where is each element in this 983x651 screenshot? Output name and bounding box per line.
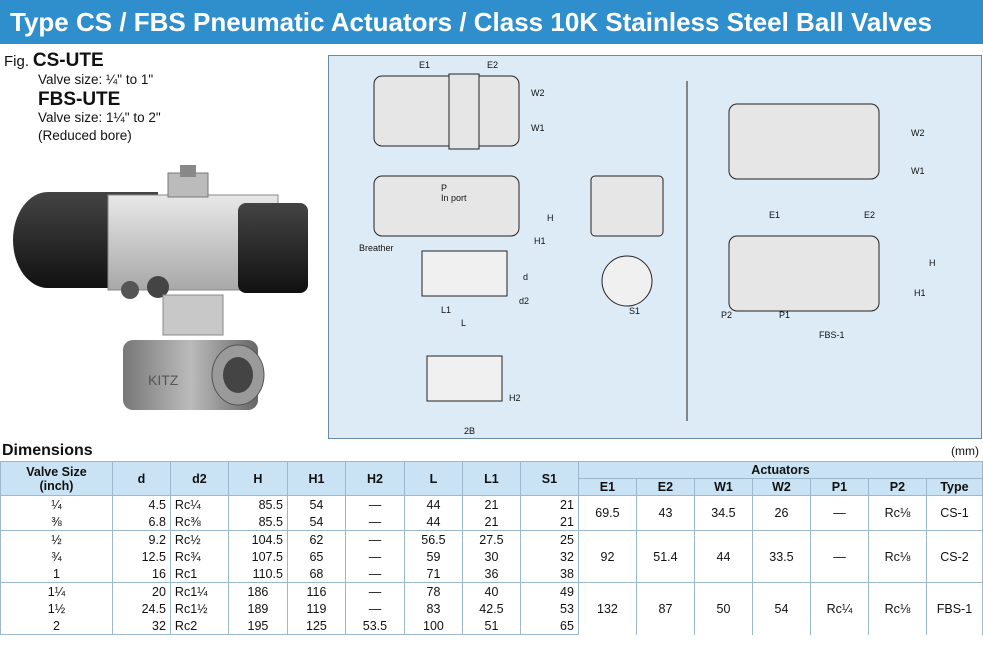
col-type: Type	[926, 479, 982, 496]
model1-size: Valve size: ¼" to 1"	[38, 72, 154, 87]
cell-e2: 51.4	[636, 531, 694, 583]
cell-h: 85.5	[228, 496, 287, 514]
cell-d: 9.2	[112, 531, 170, 549]
cell-size: ¾	[1, 548, 113, 565]
label-h: H	[547, 213, 554, 223]
cell-p1: —	[810, 531, 868, 583]
label-p2: P2	[721, 310, 733, 320]
cell-size: 1	[1, 565, 113, 583]
label-h2: H2	[509, 393, 521, 403]
cell-d2: Rc¼	[170, 496, 228, 514]
cell-h1: 54	[287, 513, 345, 531]
label-w2: W2	[531, 88, 545, 98]
label-breather: Breather	[359, 243, 394, 253]
table-row	[1, 496, 983, 514]
cell-d2: Rc2	[170, 617, 228, 635]
cell-h: 189	[228, 600, 287, 617]
label-e2: E2	[487, 60, 499, 70]
cell-s1: 65	[520, 617, 578, 635]
cell-l1: 42.5	[462, 600, 520, 617]
cell-h: 186	[228, 583, 287, 601]
col-valve-size	[1, 462, 113, 496]
cell-h: 110.5	[228, 565, 287, 583]
cell-d: 12.5	[112, 548, 170, 565]
cell-size: 1½	[1, 600, 113, 617]
cell-d: 16	[112, 565, 170, 583]
col-h: H	[228, 462, 287, 496]
cell-h1: 116	[287, 583, 345, 601]
drawing-svg	[329, 56, 981, 438]
cell-l1: 30	[462, 548, 520, 565]
inch-header: (inch)	[39, 478, 74, 493]
cell-d2: Rc1	[170, 565, 228, 583]
cell-l1: 27.5	[462, 531, 520, 549]
label-h1: H1	[534, 236, 546, 246]
col-e1: E1	[578, 479, 636, 496]
col-l1: L1	[462, 462, 520, 496]
label-e1: E1	[419, 60, 431, 70]
table-row	[1, 531, 983, 549]
cell-h1: 65	[287, 548, 345, 565]
cell-l: 71	[404, 565, 462, 583]
cell-h2: —	[345, 496, 404, 514]
cell-l: 44	[404, 496, 462, 514]
cell-h2: —	[345, 548, 404, 565]
table-row	[1, 583, 983, 601]
cell-s1: 21	[520, 513, 578, 531]
model2-size: Valve size: 1¼" to 2"	[38, 110, 161, 125]
cell-s1: 38	[520, 565, 578, 583]
label-s1: S1	[629, 306, 641, 316]
col-w2: W2	[752, 479, 810, 496]
cell-d2: Rc¾	[170, 548, 228, 565]
cell-h2: 53.5	[345, 617, 404, 635]
cell-s1: 21	[520, 496, 578, 514]
col-s1: S1	[520, 462, 578, 496]
cell-l1: 21	[462, 496, 520, 514]
cell-e1: 132	[578, 583, 636, 635]
cell-s1: 25	[520, 531, 578, 549]
label-p: P	[441, 183, 448, 193]
cell-w2: 26	[752, 496, 810, 531]
label-fbs-e2: E2	[864, 210, 876, 220]
label-w1: W1	[531, 123, 545, 133]
label-p1: P1	[779, 310, 791, 320]
cell-h2: —	[345, 600, 404, 617]
cell-l: 56.5	[404, 531, 462, 549]
dimension-drawing	[328, 55, 982, 439]
cell-size: ⅜	[1, 513, 113, 531]
cell-d: 24.5	[112, 600, 170, 617]
cell-h: 195	[228, 617, 287, 635]
kitz-logo: KITZ	[148, 372, 179, 388]
cell-size: 1¼	[1, 583, 113, 601]
cell-l: 100	[404, 617, 462, 635]
cell-w1: 50	[694, 583, 752, 635]
cell-l: 78	[404, 583, 462, 601]
valve-photo	[8, 165, 318, 430]
col-h1: H1	[287, 462, 345, 496]
cell-p2: Rc⅛	[868, 531, 926, 583]
col-d2: d2	[170, 462, 228, 496]
col-w1: W1	[694, 479, 752, 496]
cell-type: CS-2	[926, 531, 982, 583]
cell-l1: 21	[462, 513, 520, 531]
col-actuators: Actuators	[578, 462, 982, 479]
cell-h: 85.5	[228, 513, 287, 531]
cell-type: CS-1	[926, 496, 982, 531]
cell-l: 83	[404, 600, 462, 617]
cell-size: ¼	[1, 496, 113, 514]
cell-d: 32	[112, 617, 170, 635]
col-p1: P1	[810, 479, 868, 496]
cell-h1: 119	[287, 600, 345, 617]
dimensions-title: Dimensions	[2, 442, 93, 459]
cell-d: 4.5	[112, 496, 170, 514]
dimensions-table	[0, 461, 983, 635]
cell-l: 44	[404, 513, 462, 531]
label-fbs-w2: W2	[911, 128, 925, 138]
col-h2: H2	[345, 462, 404, 496]
cell-l1: 36	[462, 565, 520, 583]
label-d: d	[523, 272, 529, 282]
cell-e2: 87	[636, 583, 694, 635]
cell-h1: 62	[287, 531, 345, 549]
cell-size: ½	[1, 531, 113, 549]
cell-p2: Rc⅛	[868, 496, 926, 531]
cell-e1: 69.5	[578, 496, 636, 531]
label-fbs-e1: E1	[769, 210, 781, 220]
cell-h1: 125	[287, 617, 345, 635]
cell-type: FBS-1	[926, 583, 982, 635]
cell-l1: 51	[462, 617, 520, 635]
cell-d2: Rc½	[170, 531, 228, 549]
label-fbs-h1: H1	[914, 288, 926, 298]
cell-h2: —	[345, 531, 404, 549]
cell-h1: 68	[287, 565, 345, 583]
col-l: L	[404, 462, 462, 496]
cell-p1: Rc¼	[810, 583, 868, 635]
cell-d: 6.8	[112, 513, 170, 531]
cell-e2: 43	[636, 496, 694, 531]
cell-d2: Rc1¼	[170, 583, 228, 601]
label-l1: L1	[441, 305, 452, 315]
cell-w1: 44	[694, 531, 752, 583]
cell-h2: —	[345, 513, 404, 531]
cell-s1: 49	[520, 583, 578, 601]
cell-s1: 53	[520, 600, 578, 617]
col-p2: P2	[868, 479, 926, 496]
label-d2: d2	[519, 296, 530, 306]
fig-label: Fig.	[4, 53, 30, 70]
label-l: L	[461, 318, 467, 328]
model-fbs-ute: FBS-UTE	[38, 89, 121, 110]
valve-size-header: Valve Size	[26, 464, 87, 479]
cell-p1: —	[810, 496, 868, 531]
label-2b: 2B	[464, 426, 476, 436]
unit-label: (mm)	[951, 444, 979, 458]
cell-w2: 54	[752, 583, 810, 635]
page-title: Type CS / FBS Pneumatic Actuators / Class 10K Stainless Steel Ball Valves	[0, 0, 983, 44]
col-d: d	[112, 462, 170, 496]
cell-h: 107.5	[228, 548, 287, 565]
cell-d2: Rc1½	[170, 600, 228, 617]
cell-w2: 33.5	[752, 531, 810, 583]
cell-l: 59	[404, 548, 462, 565]
model-cs-ute: CS-UTE	[32, 50, 104, 71]
figure-caption	[4, 52, 161, 145]
label-fbs1: FBS-1	[819, 330, 845, 340]
model2-note: (Reduced bore)	[38, 128, 132, 143]
cell-w1: 34.5	[694, 496, 752, 531]
label-in-port: In port	[441, 193, 467, 203]
cell-e1: 92	[578, 531, 636, 583]
label-fbs-h: H	[929, 258, 936, 268]
cell-d: 20	[112, 583, 170, 601]
label-fbs-w1: W1	[911, 166, 925, 176]
cell-p2: Rc⅛	[868, 583, 926, 635]
col-e2: E2	[636, 479, 694, 496]
cell-s1: 32	[520, 548, 578, 565]
cell-h2: —	[345, 583, 404, 601]
cell-h2: —	[345, 565, 404, 583]
cell-l1: 40	[462, 583, 520, 601]
cell-size: 2	[1, 617, 113, 635]
cell-d2: Rc⅜	[170, 513, 228, 531]
cell-h1: 54	[287, 496, 345, 514]
cell-h: 104.5	[228, 531, 287, 549]
